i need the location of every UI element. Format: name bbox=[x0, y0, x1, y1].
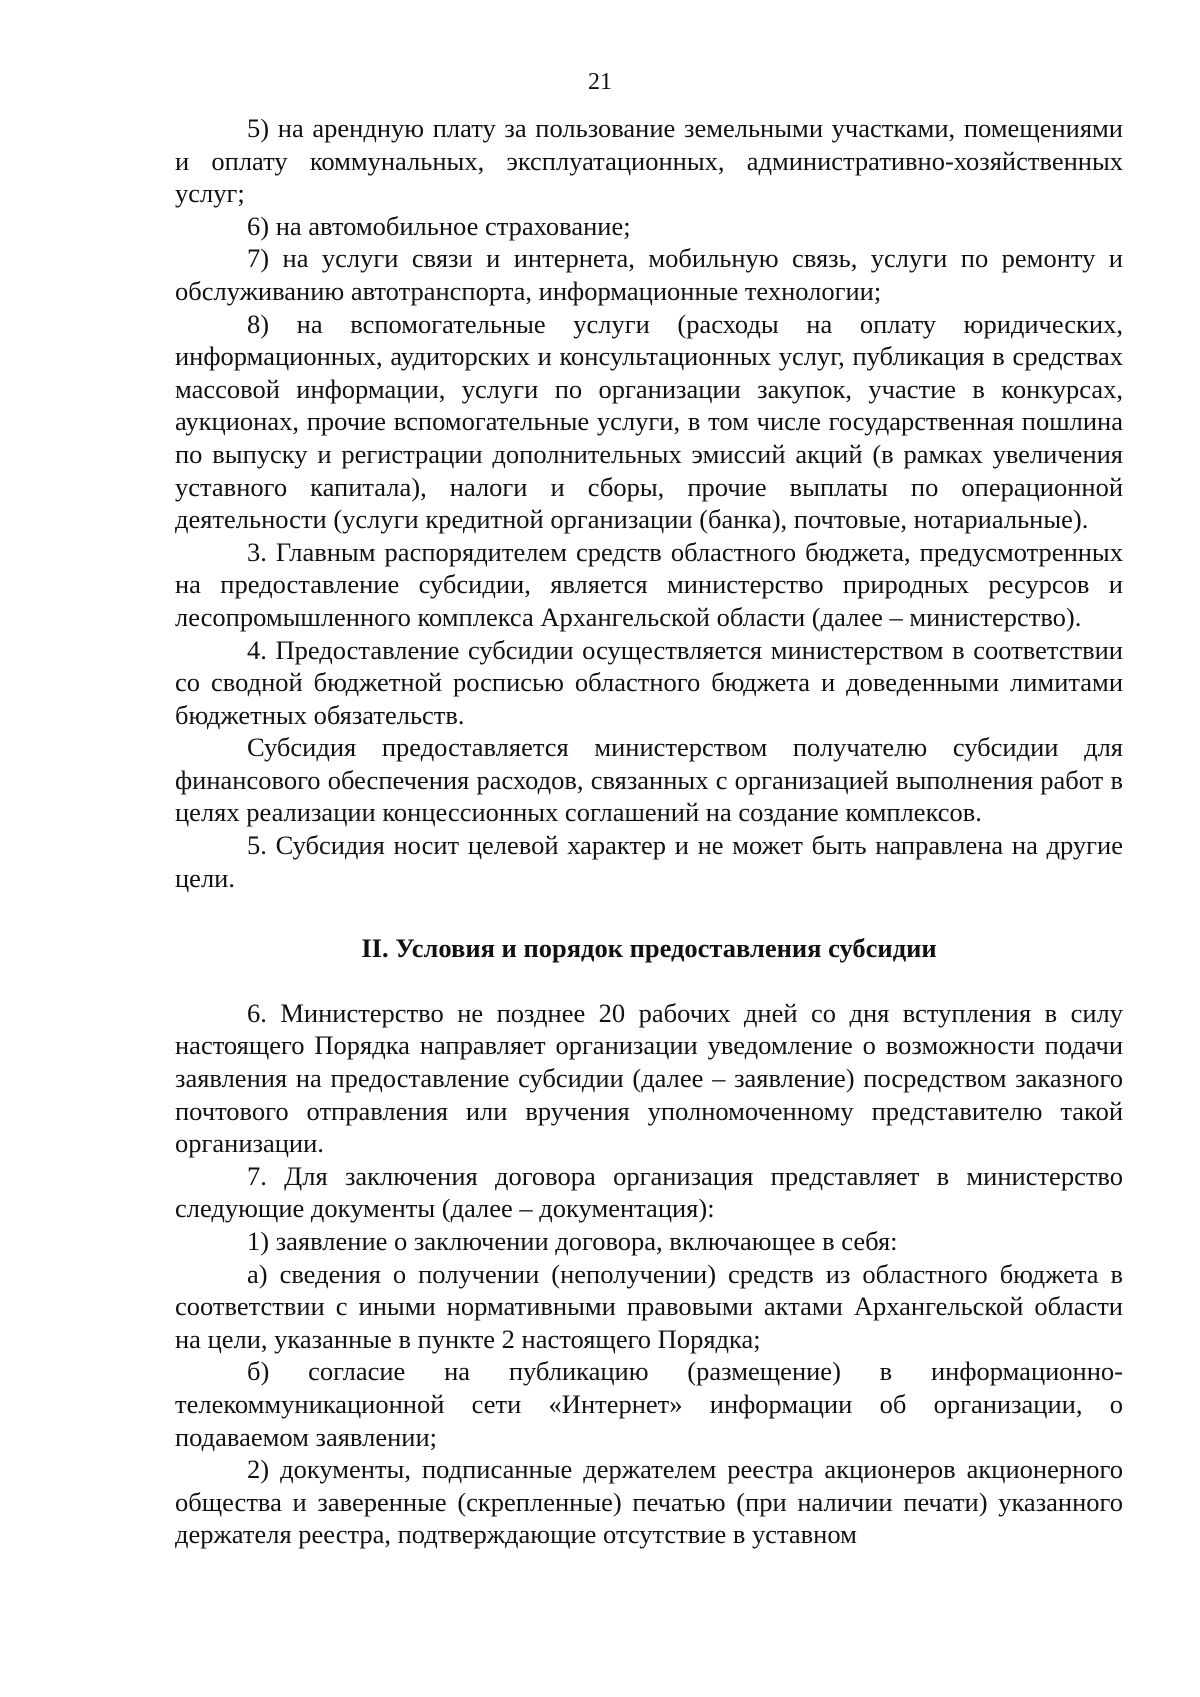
document-body bbox=[175, 112, 1123, 1551]
paragraph-clause-3: 3. Главным распорядителем средств областного бюджета, предусмотренных на предоставление субсидии, является министерство природных ресурсов и лесопромышленного комплекса Архангельской области (далее – министерство). bbox=[175, 536, 1123, 632]
section-heading: II. Условия и порядок предоставления субсидии bbox=[361, 933, 937, 964]
paragraph-subsidy-purpose: Субсидия предоставляется министерством получателю субсидии для финансового обеспечения расходов, связанных с организацией выполнения работ в целях реализации концессионных соглашений на создание комплексов. bbox=[175, 732, 1123, 828]
paragraph-subitem-1: 1) заявление о заключении договора, включающее в себя: bbox=[247, 1226, 898, 1256]
paragraph-subitem-b: б) согласие на публикацию (размещение) в информационно-телекоммуникационной сети «Интернет» информации об организации, о подаваемом заявлении; bbox=[175, 1356, 1123, 1452]
paragraph-item-6-insurance: 6) на автомобильное страхование; bbox=[247, 210, 631, 241]
paragraph-item-5-rent: 5) на арендную плату за пользование земельными участками, помещениями и оплату коммунальных, эксплуатационных, административно-хозяйственных услуг; bbox=[175, 113, 1123, 209]
paragraph-item-7-communications: 7) на услуги связи и интернета, мобильную связь, услуги по ремонту и обслуживанию автотранспорта, информационные технологии; bbox=[175, 243, 1123, 306]
page-number: 21 bbox=[588, 69, 612, 95]
paragraph-subitem-2: 2) документы, подписанные держателем реестра акционеров акционерного общества и заверенные (скрепленные) печатью (при наличии печати) указанного держателя реестра, подтверждающие отсутствие в уставном bbox=[175, 1454, 1123, 1550]
paragraph-clause-7: 7. Для заключения договора организация представляет в министерство следующие документы (далее – документация): bbox=[175, 1160, 1123, 1224]
paragraph-clause-5: 5. Субсидия носит целевой характер и не может быть направлена на другие цели. bbox=[175, 830, 1123, 893]
paragraph-clause-4: 4. Предоставление субсидии осуществляется министерством в соответствии со сводной бюджетной росписью областного бюджета и доведенными лимитами бюджетных обязательств. bbox=[175, 634, 1123, 730]
paragraph-clause-6: 6. Министерство не позднее 20 рабочих дней со дня вступления в силу настоящего Порядка направляет организации уведомление о возможности подачи заявления на предоставление субсидии (далее – заявление) посредством заказного почтового отправления или вручения уполномоченному представителю такой организации. bbox=[175, 997, 1123, 1159]
paragraph-item-8-auxiliary-services: 8) на вспомогательные услуги (расходы на оплату юридических, информационных, аудиторских и консультационных услуг, публикация в средствах массовой информации, услуги по организации закупок, участие в конкурсах, аукционах, прочие вспомогательные услуги, в том числе государственная пошлина по выпуску и регистрации дополнительных эмиссий акций (в рамках увеличения уставного капитала), налоги и сборы, прочие выплаты по операционной деятельности (услуги кредитной организации (банка), почтовые, нотариальные). bbox=[175, 308, 1123, 535]
paragraph-subitem-a: а) сведения о получении (неполучении) средств из областного бюджета в соответствии с иными нормативными правовыми актами Архангельской области на цели, указанные в пункте 2 настоящего Порядка; bbox=[175, 1258, 1123, 1354]
